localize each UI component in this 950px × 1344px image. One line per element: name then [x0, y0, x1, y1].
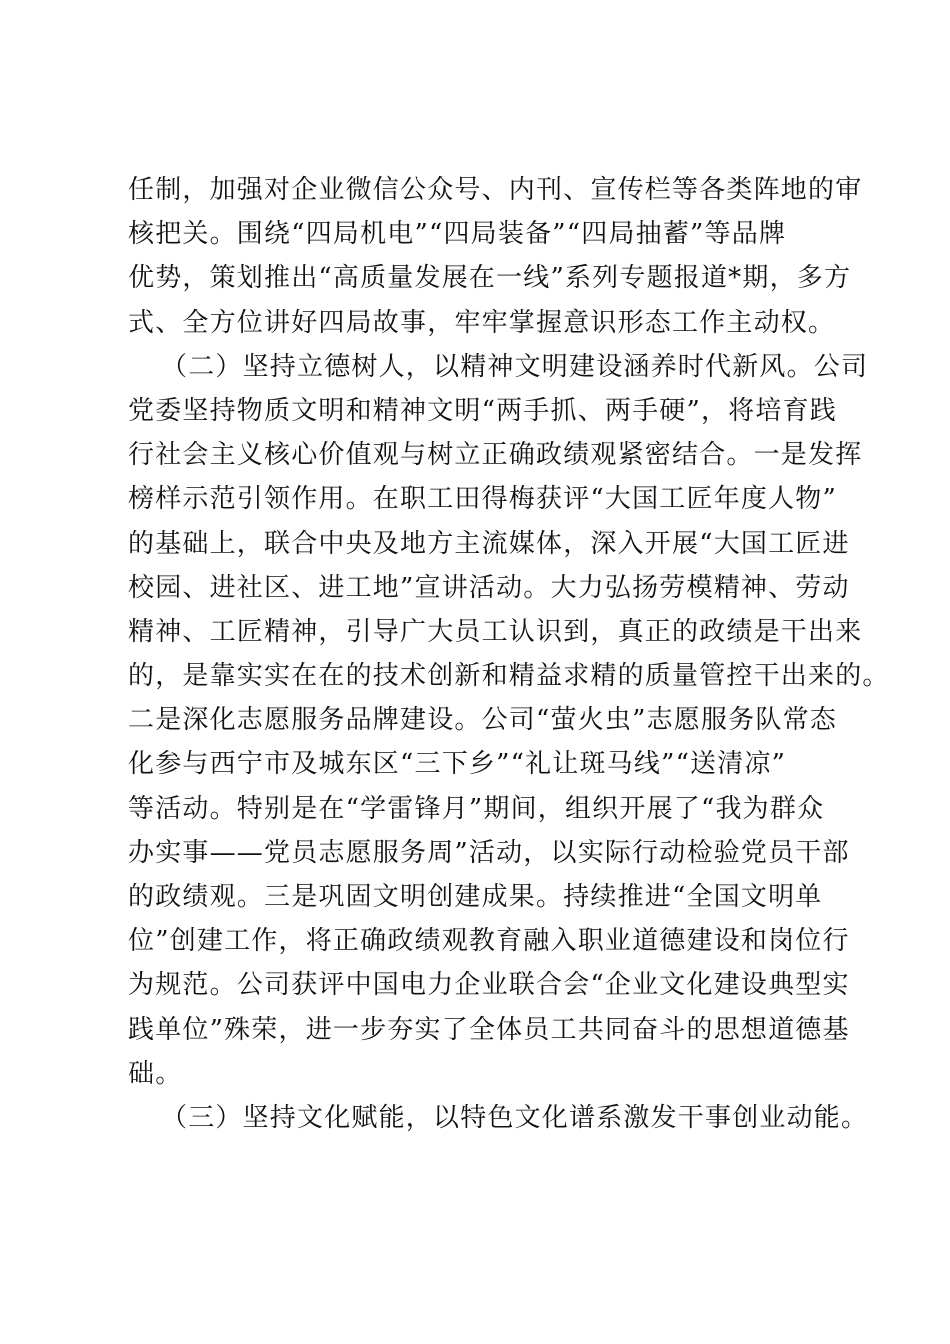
paragraph-2-line-15: 为规范。公司获评中国电力企业联合会“企业文化建设典型实 [128, 970, 850, 1001]
paragraph-1-line-4: 式、全方位讲好四局故事，牢牢掌握意识形态工作主动权。 [128, 307, 836, 338]
paragraph-1-line-3: 优势，策划推出“高质量发展在一线”系列专题报道*期，多方 [128, 263, 852, 294]
paragraph-2-heading-line: （二）坚持立德树人，以精神文明建设涵养时代新风。公司 [161, 351, 869, 382]
paragraph-2-line-14: 位”创建工作，将正确政绩观教育融入职业道德建设和岗位行 [128, 926, 850, 957]
paragraph-2-line-13: 的政绩观。三是巩固文明创建成果。持续推进“全国文明单 [128, 882, 823, 912]
paragraph-2-line-16: 践单位”殊荣，进一步夯实了全体员工共同奋斗的思想道德基 [128, 1014, 850, 1045]
paragraph-2-line-6: 校园、进社区、进工地”宣讲活动。大力弘扬劳模精神、劳动 [128, 572, 850, 603]
paragraph-2-line-5: 的基础上，联合中央及地方主流媒体，深入开展“大国工匠进 [128, 528, 850, 559]
paragraph-2-line-8: 的，是靠实实在在的技术创新和精益求精的质量管控干出来的。 [128, 661, 890, 692]
paragraph-2-line-7: 精神、工匠精神，引导广大员工认识到，真正的政绩是干出来 [128, 616, 863, 647]
paragraph-2-line-11: 等活动。特别是在“学雷锋月”期间，组织开展了“我为群众 [128, 793, 825, 824]
paragraph-3-heading-line: （三）坚持文化赋能，以特色文化谱系激发干事创业动能。 [161, 1102, 869, 1133]
paragraph-2-line-12: 办实事——党员志愿服务周”活动，以实际行动检验党员干部 [128, 837, 850, 868]
body-text [128, 168, 890, 1140]
paragraph-2-line-17: 础。 [128, 1058, 183, 1089]
paragraph-2-line-3: 行社会主义核心价值观与树立正确政绩观紧密结合。一是发挥 [128, 440, 863, 471]
paragraph-1-line-1: 任制，加强对企业微信公众号、内刊、宣传栏等各类阵地的审 [128, 175, 863, 205]
paragraph-2-line-4: 榜样示范引领作用。在职工田得梅获评“大国工匠年度人物” [128, 484, 837, 515]
paragraph-2-line-9: 二是深化志愿服务品牌建设。公司“萤火虫”志愿服务队常态 [128, 705, 837, 736]
paragraph-2-line-10: 化参与西宁市及城东区“三下乡”“礼让斑马线”“送清凉” [128, 749, 787, 780]
paragraph-2-line-2: 党委坚持物质文明和精神文明“两手抓、两手硬”，将培育践 [128, 395, 837, 426]
paragraph-1-line-2: 核把关。围绕“四局机电”“四局装备”“四局抽蓄”等品牌 [128, 219, 787, 250]
